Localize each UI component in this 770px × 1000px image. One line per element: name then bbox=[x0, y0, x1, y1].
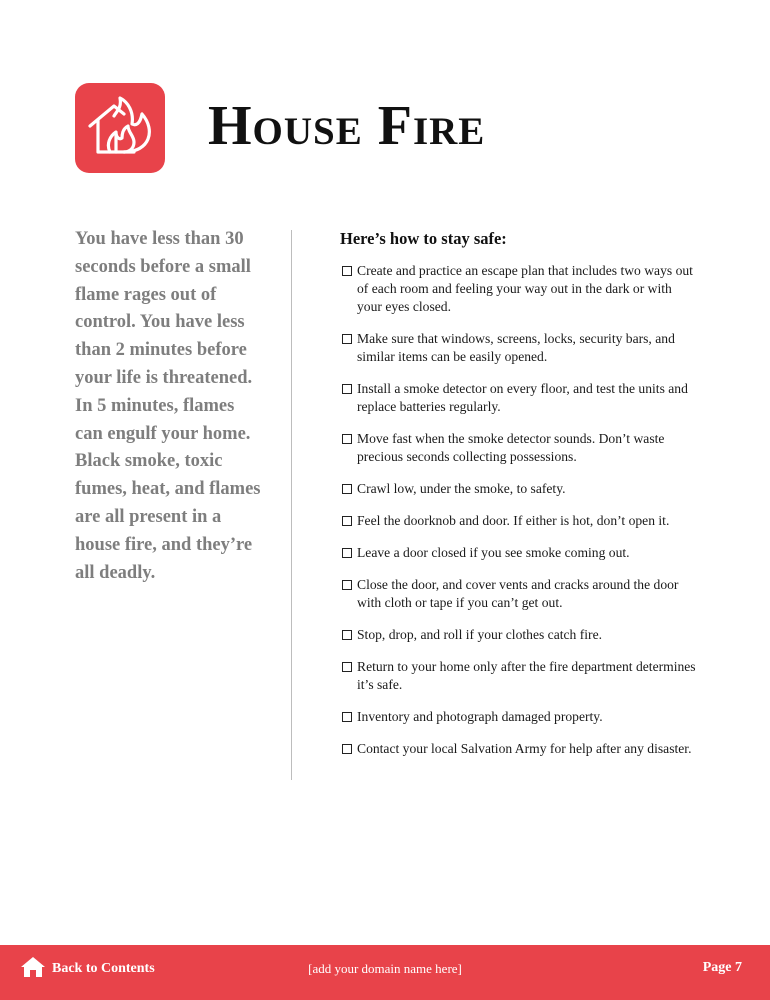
checkbox[interactable] bbox=[342, 744, 352, 754]
checkbox[interactable] bbox=[342, 384, 352, 394]
tip-text: Return to your home only after the fire department determines it’s safe. bbox=[357, 659, 696, 692]
checkbox[interactable] bbox=[342, 662, 352, 672]
checkbox[interactable] bbox=[342, 548, 352, 558]
list-item bbox=[340, 576, 700, 612]
list-item bbox=[340, 740, 700, 758]
footer-bar bbox=[0, 945, 770, 1000]
checkbox[interactable] bbox=[342, 484, 352, 494]
list-item bbox=[340, 430, 700, 466]
list-item bbox=[340, 658, 700, 694]
column-divider bbox=[291, 230, 292, 780]
list-item bbox=[340, 512, 700, 530]
checkbox[interactable] bbox=[342, 630, 352, 640]
page-title: House Fire bbox=[208, 95, 486, 157]
tip-text: Close the door, and cover vents and cracks around the door with cloth or tape if you can’t get out. bbox=[357, 577, 679, 610]
tip-text: Crawl low, under the smoke, to safety. bbox=[357, 481, 566, 496]
list-item bbox=[340, 708, 700, 726]
intro-text: You have less than 30 seconds before a small flame rages out of control. You have less than 2 minutes before your life is threatened. In 5 minutes, flames can engulf your home. Black smoke, toxic fumes, heat, and flames are all present in a house fire, and they’re all deadly. bbox=[75, 229, 261, 583]
safety-heading: Here’s how to stay safe: bbox=[340, 229, 507, 248]
checkbox[interactable] bbox=[342, 334, 352, 344]
page-number: Page 7 bbox=[702, 960, 742, 975]
safety-tip-list bbox=[340, 262, 700, 758]
tip-text: Move fast when the smoke detector sounds. Don’t waste precious seconds collecting possessions. bbox=[357, 431, 665, 464]
checkbox[interactable] bbox=[342, 712, 352, 722]
tip-text: Leave a door closed if you see smoke coming out. bbox=[357, 545, 630, 560]
checkbox[interactable] bbox=[342, 580, 352, 590]
tip-text: Create and practice an escape plan that includes two ways out of each room and feeling your way out in the dark or with your eyes closed. bbox=[357, 263, 693, 314]
house-fire-icon bbox=[75, 83, 165, 173]
list-item bbox=[340, 262, 700, 316]
tip-text: Feel the doorknob and door. If either is hot, don’t open it. bbox=[357, 513, 670, 528]
tip-text: Install a smoke detector on every floor, and test the units and replace batteries regularly. bbox=[357, 381, 688, 414]
safety-tips-section bbox=[340, 228, 700, 772]
list-item bbox=[340, 544, 700, 562]
tip-text: Inventory and photograph damaged property. bbox=[357, 709, 603, 724]
list-item bbox=[340, 480, 700, 498]
list-item bbox=[340, 380, 700, 416]
tip-text: Stop, drop, and roll if your clothes catch fire. bbox=[357, 627, 602, 642]
header bbox=[75, 82, 165, 174]
tip-text: Contact your local Salvation Army for help after any disaster. bbox=[357, 741, 692, 756]
checkbox[interactable] bbox=[342, 266, 352, 276]
back-to-contents-label: Back to Contents bbox=[52, 961, 155, 976]
list-item bbox=[340, 626, 700, 644]
checkbox[interactable] bbox=[342, 516, 352, 526]
tip-text: Make sure that windows, screens, locks, security bars, and similar items can be easily opened. bbox=[357, 331, 675, 364]
domain-placeholder: [add your domain name here] bbox=[308, 961, 462, 976]
checkbox[interactable] bbox=[342, 434, 352, 444]
list-item bbox=[340, 330, 700, 366]
